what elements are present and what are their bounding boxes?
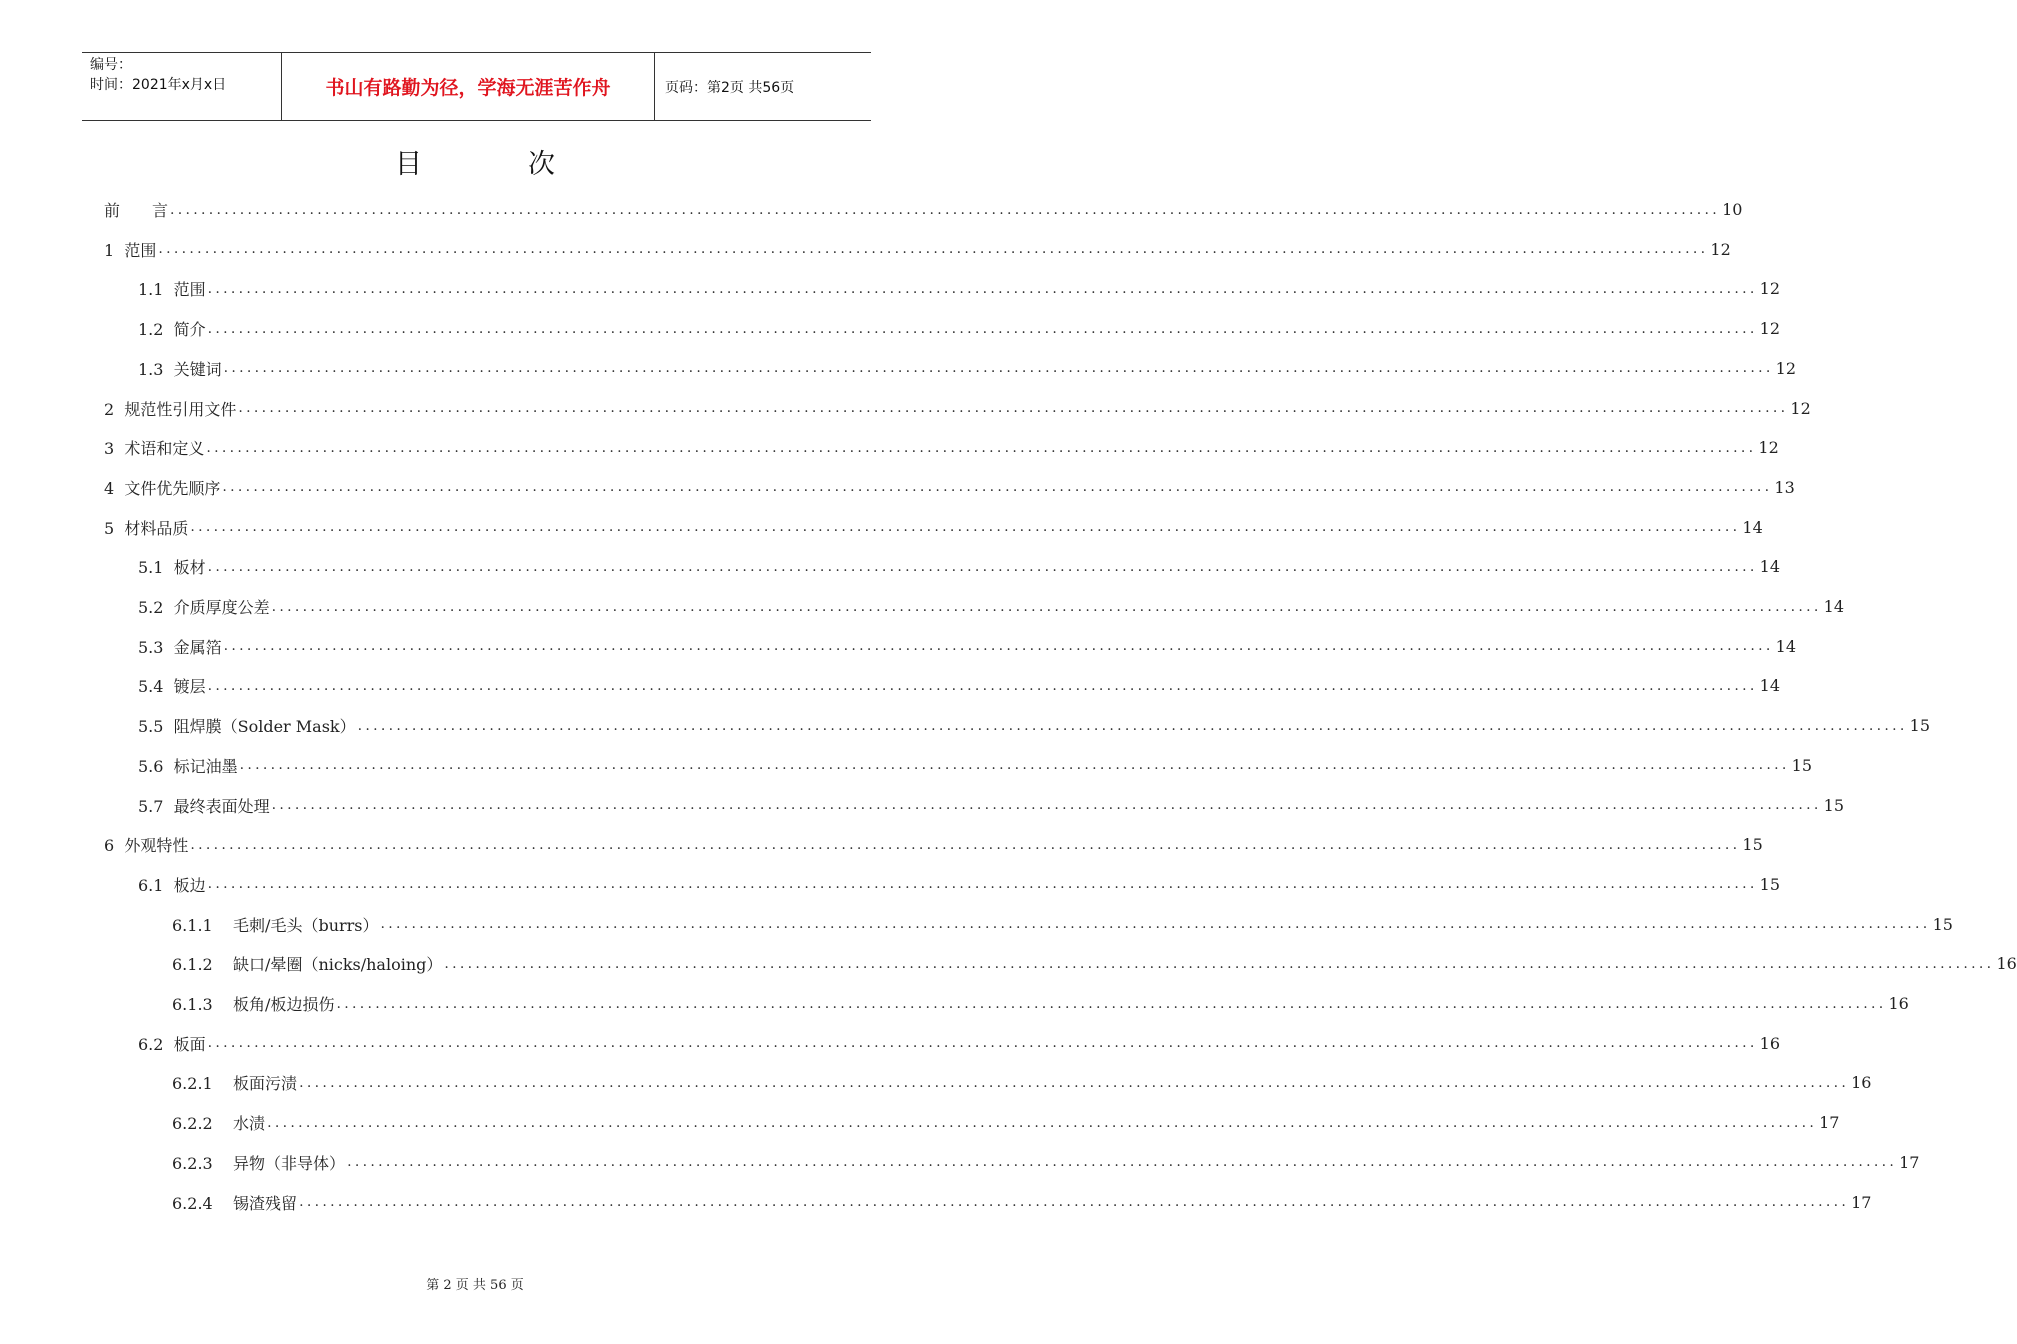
toc-entry-page: 16 bbox=[1851, 1073, 1872, 1093]
toc-entry[interactable] bbox=[138, 1024, 1781, 1063]
toc-entry-label: 6.2 板面 bbox=[138, 1034, 206, 1054]
toc-entry-label: 1.3 关键词 bbox=[138, 359, 222, 379]
toc-leader-dots: ........................................................................................................................................................................................................ bbox=[299, 1074, 1850, 1091]
toc-entry-page: 17 bbox=[1819, 1113, 1840, 1133]
toc-entry-page: 12 bbox=[1790, 398, 1811, 418]
page-footer: 第 2 页 共 56 页 bbox=[426, 1278, 524, 1293]
page-header bbox=[82, 52, 871, 121]
toc-leader-dots: ........................................................................................................................................................................................................ bbox=[444, 955, 1995, 972]
toc-entry[interactable] bbox=[138, 547, 1781, 586]
toc-leader-dots: ........................................................................................................................................................................................................ bbox=[267, 1114, 1818, 1131]
toc-entry[interactable] bbox=[104, 389, 1811, 428]
toc-leader-dots: ........................................................................................................................................................................................................ bbox=[239, 757, 1790, 774]
toc-entry[interactable] bbox=[104, 508, 1763, 547]
toc-entry-page: 16 bbox=[1996, 954, 2017, 974]
toc-leader-dots: ........................................................................................................................................................................................................ bbox=[271, 598, 1822, 615]
toc-entry-page: 14 bbox=[1742, 517, 1763, 537]
toc-leader-dots: ........................................................................................................................................................................................................ bbox=[223, 360, 1774, 377]
toc-leader-dots: ........................................................................................................................................................................................................ bbox=[347, 1154, 1898, 1171]
toc-entry-label: 6.1.1 毛刺/毛头（burrs） bbox=[172, 915, 379, 935]
toc-entry-page: 12 bbox=[1759, 279, 1781, 299]
toc-entry-page: 16 bbox=[1759, 1033, 1781, 1053]
toc-entry[interactable] bbox=[104, 230, 1731, 269]
header-motto: 书山有路勤为径，学海无涯苦作舟 bbox=[282, 53, 655, 120]
toc-entry-page: 14 bbox=[1759, 557, 1781, 577]
toc-entry[interactable] bbox=[172, 1183, 1872, 1222]
toc-entry-page: 16 bbox=[1888, 994, 1909, 1013]
toc-entry-label: 5.7 最终表面处理 bbox=[138, 796, 270, 816]
toc-leader-dots: ........................................................................................................................................................................................................ bbox=[299, 1194, 1850, 1210]
toc-leader-dots: ........................................................................................................................................................................................................ bbox=[223, 638, 1774, 655]
toc-entry-label: 前 言 bbox=[104, 201, 169, 220]
header-page-info: 页码：第2页 共56页 bbox=[665, 79, 795, 96]
toc-entry-label: 6.2.1 板面污渍 bbox=[172, 1074, 298, 1094]
toc-entry-page: 15 bbox=[1909, 716, 1931, 736]
toc-entry[interactable] bbox=[138, 786, 1845, 825]
toc-leader-dots: ........................................................................................................................................................................................................ bbox=[207, 677, 1758, 694]
toc-entry-label: 6.2.4 锡渣残留 bbox=[172, 1193, 298, 1213]
toc-entry-page: 15 bbox=[1759, 874, 1781, 894]
toc-entry[interactable] bbox=[138, 627, 1797, 666]
toc-leader-dots: ........................................................................................................................................................................................................ bbox=[190, 519, 1741, 536]
toc-entry-label: 1 范围 bbox=[104, 240, 157, 260]
toc-leader-dots: ........................................................................................................................................................................................................ bbox=[207, 320, 1758, 337]
toc-entry-label: 6.2.3 异物（非导体） bbox=[172, 1153, 346, 1173]
toc-entry[interactable] bbox=[138, 666, 1781, 705]
toc-entry-label: 5 材料品质 bbox=[104, 518, 189, 538]
toc-entry-label: 1.2 简介 bbox=[138, 320, 206, 340]
toc-entry[interactable] bbox=[138, 309, 1781, 348]
toc-leader-dots: ........................................................................................................................................................................................................ bbox=[222, 479, 1773, 496]
toc-entry[interactable] bbox=[172, 1063, 1872, 1102]
toc-leader-dots: ........................................................................................................................................................................................................ bbox=[380, 916, 1931, 933]
toc-entry[interactable] bbox=[172, 984, 1909, 1023]
toc-entry[interactable] bbox=[172, 905, 1953, 944]
toc-entry[interactable] bbox=[138, 587, 1845, 626]
toc-entry-label: 6 外观特性 bbox=[104, 836, 189, 856]
document-time-label: 时间：2021年x月x日 bbox=[90, 77, 227, 93]
toc-entry-label: 6.2.2 水渍 bbox=[172, 1114, 266, 1134]
toc-entry[interactable] bbox=[138, 706, 1931, 745]
toc-leader-dots: ........................................................................................................................................................................................................ bbox=[207, 1035, 1758, 1052]
toc-entry-page: 13 bbox=[1774, 477, 1795, 497]
toc-leader-dots: ........................................................................................................................................................................................................ bbox=[207, 280, 1758, 297]
toc-entry-page: 15 bbox=[1791, 755, 1813, 775]
toc-leader-dots: ........................................................................................................................................................................................................ bbox=[336, 995, 1887, 1012]
toc-leader-dots: ........................................................................................................................................................................................................ bbox=[206, 439, 1757, 456]
toc-entry-page: 14 bbox=[1759, 676, 1781, 696]
toc-entry-label: 4 文件优先顺序 bbox=[104, 478, 221, 498]
toc-entry-page: 12 bbox=[1710, 239, 1731, 259]
toc-entry-page: 15 bbox=[1823, 795, 1845, 815]
toc-leader-dots: ........................................................................................................................................................................................................ bbox=[271, 797, 1822, 813]
title-char-1: 目 bbox=[395, 149, 422, 180]
page-title bbox=[0, 142, 950, 181]
toc-entry-label: 5.1 板材 bbox=[138, 558, 206, 578]
toc-entry-page: 17 bbox=[1899, 1152, 1920, 1172]
toc-entry-page: 12 bbox=[1775, 358, 1797, 378]
title-char-2: 次 bbox=[528, 149, 555, 180]
toc-leader-dots: ........................................................................................................................................................................................................ bbox=[207, 558, 1758, 575]
document-number-label: 编号： bbox=[90, 57, 132, 73]
toc-entry[interactable] bbox=[172, 1143, 1920, 1182]
toc-entry[interactable] bbox=[138, 349, 1797, 388]
toc-entry[interactable] bbox=[138, 746, 1813, 785]
toc-leader-dots: ........................................................................................................................................................................................................ bbox=[158, 241, 1709, 258]
toc-entry-label: 5.6 标记油墨 bbox=[138, 756, 238, 776]
toc-entry-page: 14 bbox=[1775, 636, 1797, 656]
toc-leader-dots: ........................................................................................................................................................................................................ bbox=[170, 201, 1721, 218]
toc-entry[interactable] bbox=[104, 428, 1779, 467]
toc-entry-label: 6.1.3 板角/板边损伤 bbox=[172, 995, 335, 1014]
toc-entry[interactable] bbox=[172, 944, 2017, 983]
toc-entry-page: 15 bbox=[1932, 914, 1953, 934]
toc-entry-label: 5.2 介质厚度公差 bbox=[138, 598, 270, 617]
toc-entry-label: 1.1 范围 bbox=[138, 280, 206, 300]
toc-entry-label: 2 规范性引用文件 bbox=[104, 399, 237, 419]
toc-entry-label: 5.5 阻焊膜（Solder Mask） bbox=[138, 717, 356, 737]
toc-entry-page: 17 bbox=[1851, 1192, 1872, 1212]
toc-entry-label: 5.4 镀层 bbox=[138, 677, 206, 697]
toc-entry-label: 6.1.2 缺口/晕圈（nicks/haloing） bbox=[172, 955, 443, 975]
toc-entry-page: 15 bbox=[1742, 835, 1763, 855]
toc-entry[interactable] bbox=[138, 865, 1781, 904]
toc-entry-label: 6.1 板边 bbox=[138, 875, 206, 895]
toc-leader-dots: ........................................................................................................................................................................................................ bbox=[190, 836, 1741, 853]
toc-entry[interactable] bbox=[172, 1103, 1840, 1142]
toc-entry[interactable] bbox=[138, 269, 1781, 308]
toc-leader-dots: ........................................................................................................................................................................................................ bbox=[207, 876, 1758, 893]
toc-entry-page: 10 bbox=[1722, 200, 1743, 219]
toc-entry-page: 12 bbox=[1758, 438, 1779, 458]
toc-entry[interactable] bbox=[104, 468, 1795, 507]
toc-entry[interactable] bbox=[104, 825, 1763, 864]
toc-entry-label: 3 术语和定义 bbox=[104, 439, 205, 459]
toc-entry[interactable] bbox=[104, 190, 1743, 229]
header-meta bbox=[82, 53, 282, 120]
toc-entry-label: 5.3 金属箔 bbox=[138, 637, 222, 657]
toc-leader-dots: ........................................................................................................................................................................................................ bbox=[357, 717, 1908, 734]
toc-leader-dots: ........................................................................................................................................................................................................ bbox=[238, 400, 1789, 416]
toc-entry-page: 12 bbox=[1759, 319, 1781, 339]
toc-entry-page: 14 bbox=[1823, 597, 1845, 616]
